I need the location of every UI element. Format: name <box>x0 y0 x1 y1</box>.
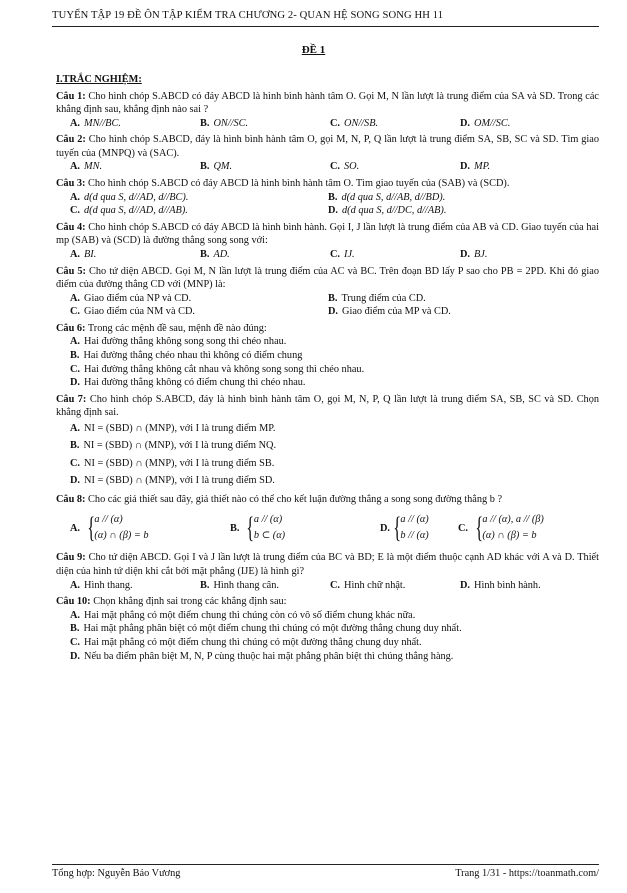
option-d[interactable]: D. Hình bình hành. <box>460 579 541 591</box>
question-label: Câu 10: <box>56 596 91 608</box>
option-a[interactable]: A. MN. <box>70 161 103 173</box>
question-7 <box>56 393 599 490</box>
question-8 <box>56 493 599 549</box>
option-b[interactable]: B. ON//SC. <box>200 117 249 129</box>
question-5 <box>56 265 599 319</box>
question-4 <box>56 221 599 262</box>
option-d[interactable]: D. { a // (α) b // (α) <box>380 511 429 545</box>
option-b[interactable]: B. { a // (α) b ⊂ (α) <box>230 511 286 545</box>
option-d[interactable]: D. NI = (SBD) ∩ (MNP), với I là trung điểm SD. <box>70 475 275 487</box>
question-stem: Cho hình chóp S.ABCD có đáy ABCD là hình bình hành. Gọi I, J lần lượt là trung điểm của AB và CD. Giao tuyến của hai mp (SAB) và (SCD) là đường thẳng song song với: <box>56 221 599 247</box>
option-c[interactable]: C. NI = (SBD) ∩ (MNP), với I là trung điểm SB. <box>70 457 275 469</box>
question-label: Câu 2: <box>56 134 86 146</box>
option-a[interactable]: A. MN//BC. <box>70 117 121 129</box>
question-label: Câu 6: <box>56 322 86 334</box>
option-c[interactable]: C. SO. <box>330 161 360 173</box>
option-c[interactable]: C. { a // (α), a // (β) (α) ∩ (β) = b <box>458 511 544 545</box>
option-d[interactable]: D. MP. <box>460 161 491 173</box>
footer-page-link[interactable]: Trang 1/31 - https://toanmath.com/ <box>455 868 599 879</box>
question-stem: Cho hình chóp S.ABCD, đáy là hình bình hành tâm O, gọi M, N, P, Q lần lượt là trung điểm SA, SB, SC và SD. Chọn khẳng định sai. <box>56 393 600 419</box>
option-d[interactable]: D. Nếu ba điểm phân biệt M, N, P cùng thuộc hai mặt phẳng phân biệt thì chúng thẳng hàng. <box>70 650 454 662</box>
question-2 <box>56 133 599 174</box>
option-b[interactable]: B. d(d qua S, d//AB, d//BD). <box>328 191 446 203</box>
question-stem: Cho hình chóp S.ABCD có đáy ABCD là hình bình hành tâm O. Tìm giao tuyến của (SAB) và (SCD). <box>88 178 510 190</box>
exam-title: ĐỀ 1 <box>301 44 326 56</box>
question-label: Câu 4: <box>56 221 86 233</box>
question-6 <box>56 322 599 390</box>
section-title: I.TRẮC NGHIỆM: <box>56 74 142 85</box>
option-c[interactable]: C. Hai đường thẳng không cắt nhau và không song song thì chéo nhau. <box>70 363 365 375</box>
option-c[interactable]: C. d(d qua S, d//AD, d//AB). <box>70 205 188 217</box>
page-header: TUYỂN TẬP 19 ĐỀ ÔN TẬP KIỂM TRA CHƯƠNG 2- QUAN HỆ SONG SONG HH 11 <box>52 9 599 27</box>
question-label: Câu 5: <box>56 265 86 277</box>
option-c[interactable]: C. Hình chữ nhật. <box>330 579 406 591</box>
option-d[interactable]: D. BJ. <box>460 248 488 260</box>
option-a[interactable]: A. NI = (SBD) ∩ (MNP), với I là trung điểm MP. <box>70 422 276 434</box>
option-a[interactable]: A. Hai đường thẳng không song song thì chéo nhau. <box>70 336 287 348</box>
option-b[interactable]: B. AD. <box>200 248 230 260</box>
question-9 <box>56 551 599 592</box>
option-b[interactable]: B. NI = (SBD) ∩ (MNP), với I là trung điểm NQ. <box>70 440 277 452</box>
footer-author: Tổng hợp: Nguyễn Bảo Vương <box>52 868 181 879</box>
option-d[interactable]: D. d(d qua S, d//DC, d//AB). <box>328 205 447 217</box>
question-stem: Cho tứ diện ABCD. Gọi I và J lần lượt là trung điểm của BC và BD; E là một điểm thuộc cạnh AD khác với A và D. Thiết diện của hình tứ diện khi cắt bởi mặt phẳng (IJE) là hình gì? <box>56 552 599 578</box>
option-a[interactable]: A. d(d qua S, d//AD, d//BC). <box>70 191 189 203</box>
option-d[interactable]: D. Giao điểm của MP và CD. <box>328 306 451 318</box>
question-stem: Cho tứ diện ABCD. Gọi M, N lần lượt là trung điểm của AC và BC. Trên đoạn BD lấy P sao cho PB = 2PD. Khi đó giao điểm của đường thẳng CD với (MNP) là: <box>56 265 599 291</box>
question-label: Câu 9: <box>56 552 86 564</box>
option-b[interactable]: B. Hai mặt phẳng phân biệt có một điểm chung thì chúng có một đường thẳng chung duy nhất. <box>70 623 462 635</box>
question-label: Câu 8: <box>56 493 86 505</box>
question-stem: Chọn khẳng định sai trong các khẳng định sau: <box>93 596 287 608</box>
option-b[interactable]: B. QM. <box>200 161 233 173</box>
question-10 <box>56 595 599 663</box>
option-b[interactable]: B. Hai đường thẳng chéo nhau thì không có điểm chung <box>70 349 303 361</box>
option-b[interactable]: B. Trung điểm của CD. <box>328 292 426 304</box>
option-c[interactable]: C. ON//SB. <box>330 117 379 129</box>
option-a[interactable]: A. { a // (α) (α) ∩ (β) = b <box>70 511 149 545</box>
question-3 <box>56 177 599 218</box>
question-label: Câu 1: <box>56 90 86 102</box>
question-stem: Cho hình chóp S.ABCD có đáy ABCD là hình bình hành tâm O. Gọi M, N lần lượt là trung điểm của SA và SD. Trong các khẳng định sau, khẳng định nào sai ? <box>56 90 599 116</box>
question-stem: Cho hình chóp S.ABCD, đáy là hình bình hành tâm O, gọi M, N, P, Q lần lượt là trung điểm SA, SB, SC và SD. Tìm giao tuyến của (MNPQ) và (SAC). <box>56 134 599 159</box>
option-c[interactable]: C. IJ. <box>330 248 355 260</box>
question-stem: Cho các giả thiết sau đây, giả thiết nào có thể cho kết luận đường thẳng a song song đường thẳng b ? <box>88 493 503 505</box>
option-c[interactable]: C. Giao điểm của NM và CD. <box>70 306 195 318</box>
question-label: Câu 3: <box>56 178 86 190</box>
option-a[interactable]: A. BI. <box>70 248 97 260</box>
content <box>56 73 599 663</box>
option-d[interactable]: D. OM//SC. <box>460 117 511 129</box>
page-footer <box>52 864 599 881</box>
option-a[interactable]: A. Hình thang. <box>70 579 133 591</box>
option-c[interactable]: C. Hai mặt phẳng có một điểm chung thì chúng có một đường thẳng chung duy nhất. <box>70 636 422 648</box>
option-d[interactable]: D. Hai đường thẳng không có điểm chung thì chéo nhau. <box>70 377 306 389</box>
question-stem: Trong các mệnh đề sau, mệnh đề nào đúng: <box>87 322 267 334</box>
question-1 <box>56 90 599 131</box>
option-b[interactable]: B. Hình thang cân. <box>200 579 279 591</box>
option-a[interactable]: A. Hai mặt phẳng có một điểm chung thì chúng còn có vô số điểm chung khác nữa. <box>70 609 416 621</box>
question-label: Câu 7: <box>56 393 87 405</box>
option-a[interactable]: A. Giao điểm của NP và CD. <box>70 292 192 304</box>
